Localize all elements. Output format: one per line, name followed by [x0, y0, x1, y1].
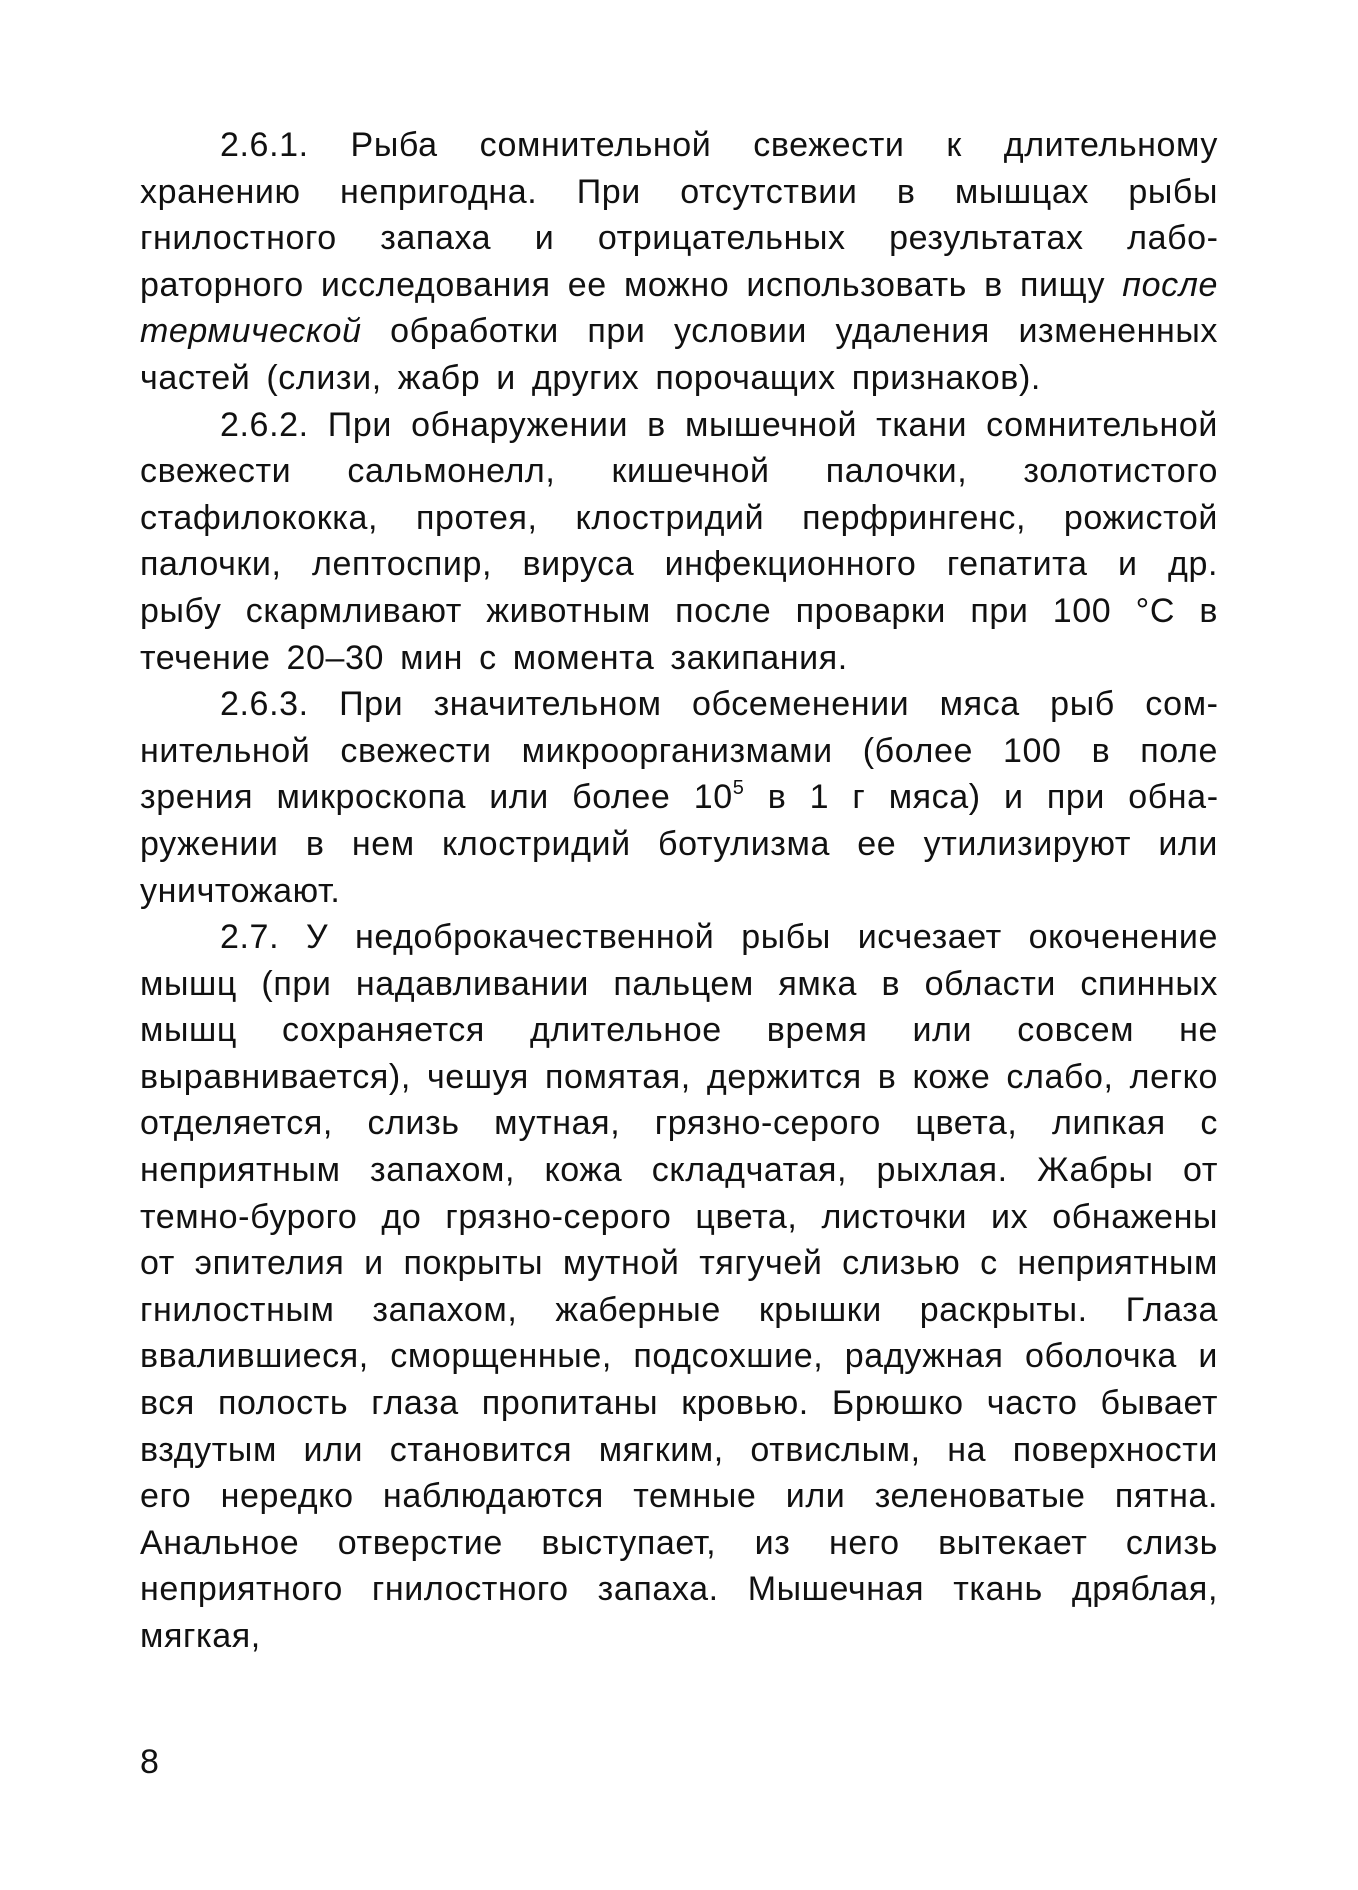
degree-unit: °С [1135, 591, 1175, 630]
italic-text: после термической [140, 265, 1218, 351]
paragraph-text: При обнаружении в мышечной ткани сомнительной свежести сальмонелл, кишечной палочки, золотистого стафилококка, протея, клостридий перфрингенс, рожистой палочки, лептоспир, вируса инфекционного гепатита и др. рыбу скармливают животным после проварки при 100 [140, 405, 1218, 630]
paragraph-text: У недоброкачественной рыбы исчезает окоченение мышц (при надавливании пальцем ямка в области спинных мышц сохраняется длительное время или совсем не выравнивается), чешуя помятая, держится в коже слабо, легко отделяется, слизь мутная, грязно-серого цвета, липкая с неприятным запахом, кожа складчатая, рыхлая. Жабры от темно-бурого до грязно-серого цвета, листочки их обнажены от эпителия и покрыты мутной тягучей слизью с неприятным гнилостным запахом, жаберные крышки раскрыты. Глаза ввалившиеся, сморщенные, подсохшие, радужная оболочка и вся полость глаза пропитаны кровью. Брюшко часто бывает вздутым или становится мягким, отвислым, на поверхности его нередко наблюдаются темные или зеленоватые пятна. Анальное отверстие выступает, из него вытекает слизь неприятного гнилостного запаха. Мышечная ткань дряблая, мягкая, [140, 918, 1218, 1655]
exponent: 5 [732, 777, 745, 800]
page-number: 8 [140, 1743, 159, 1781]
paragraph-text: в 1 г мяса) и при обнаружении в нем клостридий ботулизма ее утилизируют или уничтожают. [140, 778, 1219, 910]
paragraph-number: 2.6.2. [220, 405, 309, 444]
paragraph-2-6-3 [140, 681, 1218, 914]
paragraph-number: 2.6.1. [220, 126, 309, 164]
paragraph-text: обработки при условии удаления измененных частей (слизи, жабр и других порочащих признаков). [140, 312, 1218, 397]
paragraph-number: 2.6.3. [220, 685, 309, 724]
paragraph-number: 2.7. [220, 918, 280, 957]
paragraph-2-6-1 [140, 122, 1218, 402]
paragraph-2-7 [140, 914, 1218, 1660]
paragraph-2-6-2 [140, 402, 1218, 682]
page-body [140, 122, 1218, 1660]
paragraph-text: Рыба сомнительной свежести к длительному хранению непригодна. При отсутствии в мышцах рыбы гнилостного запаха и отрицательных результатах лабораторного исследования ее можно использовать в пищу [140, 126, 1218, 304]
paragraph-text: в течение 20–30 мин с момента закипания. [140, 591, 1218, 677]
paragraph-text: При значительном обсеменении мяса рыб сомнительной свежести микроорганизмами (более 100 в поле зрения микроскопа или более 10 [140, 685, 1218, 817]
